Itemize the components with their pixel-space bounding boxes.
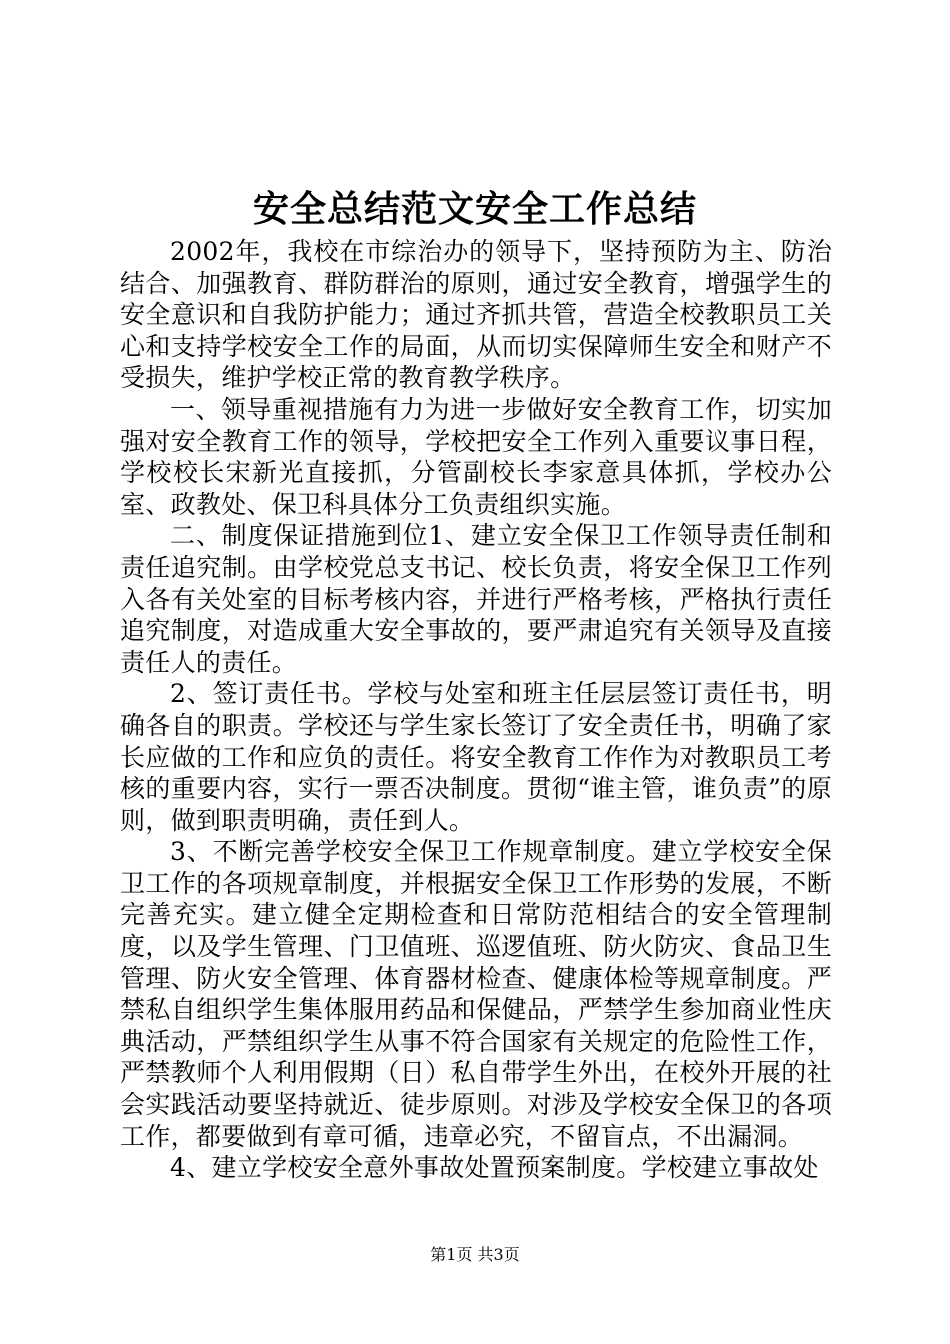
paragraph-responsibility: 2、签订责任书。学校与处室和班主任层层签订责任书，明确各自的职责。学校还与学生家长签订了安全责任书，明确了家长应做的工作和应负的责任。将安全教育工作作为对教职员工考核的重要内容，实行一票否决制度。贯彻“谁主管，谁负责”的原则，做到职责明确，责任到人。 xyxy=(120,679,832,835)
paragraph-regulations: 3、不断完善学校安全保卫工作规章制度。建立学校安全保卫工作的各项规章制度，并根据安全保卫工作形势的发展，不断完善充实。建立健全定期检查和日常防范相结合的安全管理制度，以及学生管理、门卫值班、巡逻值班、防火防灾、食品卫生管理、防火安全管理、体育器材检查、健康体检等规章制度。严禁私自组织学生集体服用药品和保健品，严禁学生参加商业性庆典活动，严禁组织学生从事不符合国家有关规定的危险性工作，严禁教师个人利用假期（日）私自带学生外出，在校外开展的社会实践活动要坚持就近、徒步原则。对涉及学校安全保卫的各项工作，都要做到有章可循，违章必究，不留盲点，不出漏洞。 xyxy=(120,837,832,1151)
paragraph-emergency-plan: 4、建立学校安全意外事故处置预案制度。学校建立事故处 xyxy=(170,1153,819,1183)
document-title: 安全总结范文安全工作总结 xyxy=(252,188,697,230)
page-footer: 第1页 共3页 xyxy=(430,1245,520,1264)
document-body xyxy=(120,236,832,1184)
paragraph-leadership: 一、领导重视措施有力为进一步做好安全教育工作，切实加强对安全教育工作的领导，学校把安全工作列入重要议事日程，学校校长宋新光直接抓，分管副校长李家意具体抓，学校办公室、政教处、保卫科具体分工负责组织实施。 xyxy=(120,394,832,519)
paragraph-system: 二、制度保证措施到位1、建立安全保卫工作领导责任制和责任追究制。由学校党总支书记、校长负责，将安全保卫工作列入各有关处室的目标考核内容，并进行严格考核，严格执行责任追究制度，对造成重大安全事故的，要严肃追究有关领导及直接责任人的责任。 xyxy=(120,521,832,677)
paragraph-intro: 2002年，我校在市综治办的领导下，坚持预防为主、防治结合、加强教育、群防群治的原则，通过安全教育，增强学生的安全意识和自我防护能力；通过齐抓共管，营造全校教职员工关心和支持学校安全工作的局面，从而切实保障师生安全和财产不受损失，维护学校正常的教育教学秩序。 xyxy=(120,237,832,393)
